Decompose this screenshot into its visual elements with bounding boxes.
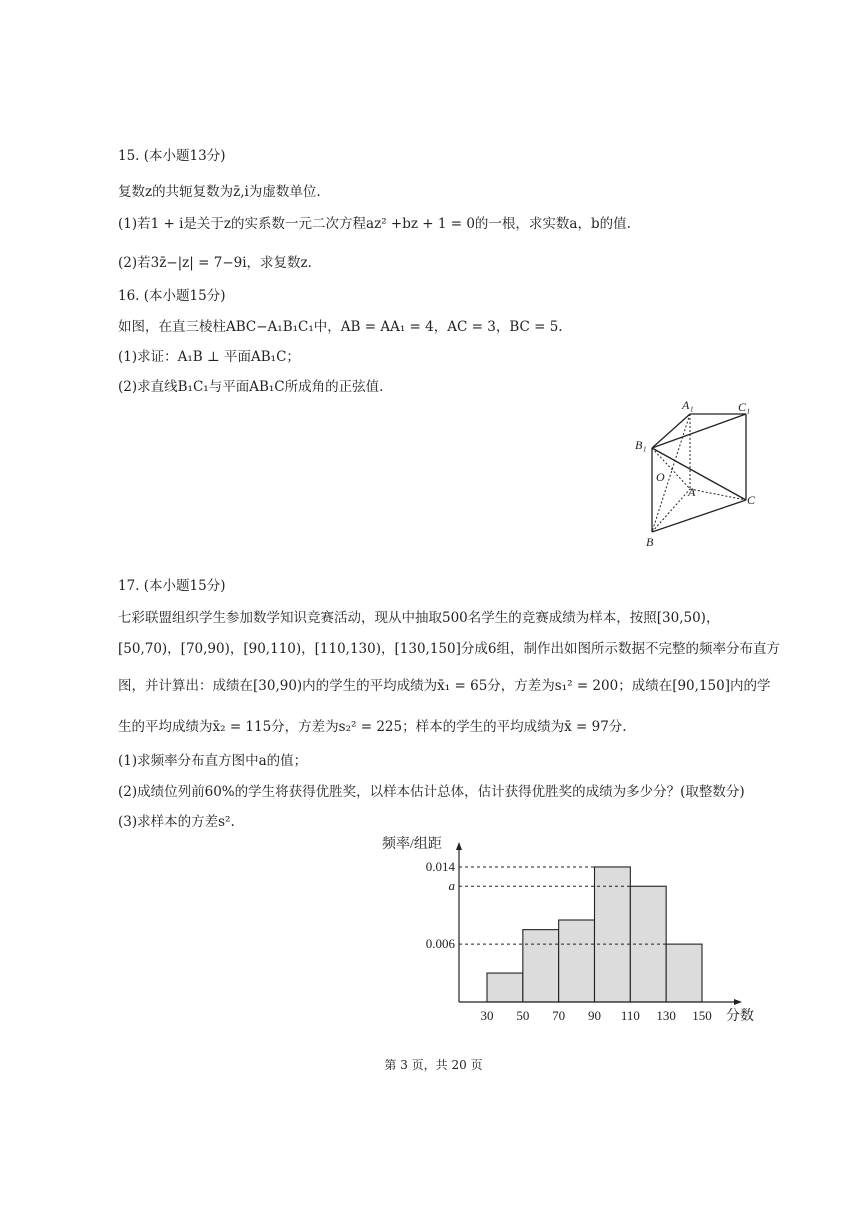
label-c1: C₁ (738, 400, 751, 414)
x-tick-label: 130 (656, 1008, 676, 1023)
x-tick-label: 110 (620, 1008, 640, 1023)
x-tick-label: 150 (692, 1008, 712, 1023)
histogram-bar (666, 944, 702, 1002)
label-c: C (747, 493, 756, 507)
y-tick-label: 0.006 (425, 936, 455, 952)
q16-heading: 16. (本小题15分) (118, 288, 226, 304)
label-a1: A₁ (682, 398, 694, 412)
histogram-bar (487, 973, 523, 1002)
q17-part1: (1)求频率分布直方图中a的值； (118, 753, 308, 769)
prism-figure (632, 398, 762, 550)
q16-intro: 如图，在直三棱柱ABC−A₁B₁C₁中，AB = AA₁ = 4，AC = 3，BC = 5. (118, 319, 563, 335)
q15-intro: 复数z的共轭复数为z̄,i为虚数单位. (118, 184, 321, 200)
x-axis-arrow (734, 999, 742, 1005)
histogram-bar (559, 920, 595, 1002)
histogram-bar (595, 867, 631, 1002)
histogram-x-ticks (481, 1008, 712, 1023)
y-axis-arrow (456, 842, 462, 850)
page-footer: 第 3 页，共 20 页 (384, 1058, 483, 1072)
edge-b1-c1 (652, 414, 746, 448)
q16-part1: (1)求证：A₁B ⊥ 平面AB₁C； (118, 349, 300, 365)
label-a: A (688, 485, 696, 499)
histogram-bar (523, 930, 559, 1002)
edge-a-c (690, 489, 746, 500)
q17-heading: 17. (本小题15分) (118, 578, 226, 594)
q15-part2: (2)若3z̄−|z| = 7−9i，求复数z. (118, 255, 312, 271)
histogram-bars (487, 867, 702, 1002)
label-b1: B₁ (635, 438, 647, 452)
y-tick-label: a (448, 878, 455, 894)
x-tick-label: 30 (480, 1008, 494, 1023)
y-tick-label: 0.014 (425, 858, 455, 874)
y-axis-label: 频率/组距 (382, 837, 442, 852)
q17-line3: 图，并计算出：成绩在[30,90)内的学生的平均成绩为x̄₁ = 65分，方差为s₁² = 200；成绩在[90,150]内的学 (118, 678, 771, 694)
q17-line4: 生的平均成绩为x̄₂ = 115分，方差为s₂² = 225；样本的学生的平均成绩为x̄ = 97分. (118, 719, 627, 735)
q16-part2: (2)求直线B₁C₁与平面AB₁C所成角的正弦值. (118, 379, 384, 395)
x-tick-label: 50 (516, 1008, 530, 1023)
q17-part2: (2)成绩位列前60%的学生将获得优胜奖，以样本估计总体，估计获得优胜奖的成绩为多少分？(取整数分) (118, 784, 745, 800)
histogram-y-ticks (426, 859, 456, 951)
frequency-histogram (372, 830, 772, 1030)
label-b: B (646, 535, 654, 549)
q15-heading: 15. (本小题13分) (118, 148, 226, 164)
label-o: O (656, 470, 665, 484)
q15-part1: (1)若1 + i是关于z的实系数一元二次方程az² +bz + 1 = 0的一根，求实数a，b的值. (118, 216, 631, 232)
x-axis-label: 分数 (726, 1009, 754, 1024)
x-tick-label: 90 (588, 1008, 601, 1023)
x-tick-label: 70 (552, 1008, 566, 1023)
edge-b1-c (652, 448, 746, 500)
q17-part3: (3)求样本的方差s². (118, 814, 235, 830)
q17-line1: 七彩联盟组织学生参加数学知识竞赛活动，现从中抽取500名学生的竞赛成绩为样本，按照[30,50)， (118, 610, 720, 626)
q17-line2: [50,70)，[70,90)，[90,110)，[110,130)，[130,150]分成6组，制作出如图所示数据不完整的频率分布直方 (118, 641, 780, 657)
